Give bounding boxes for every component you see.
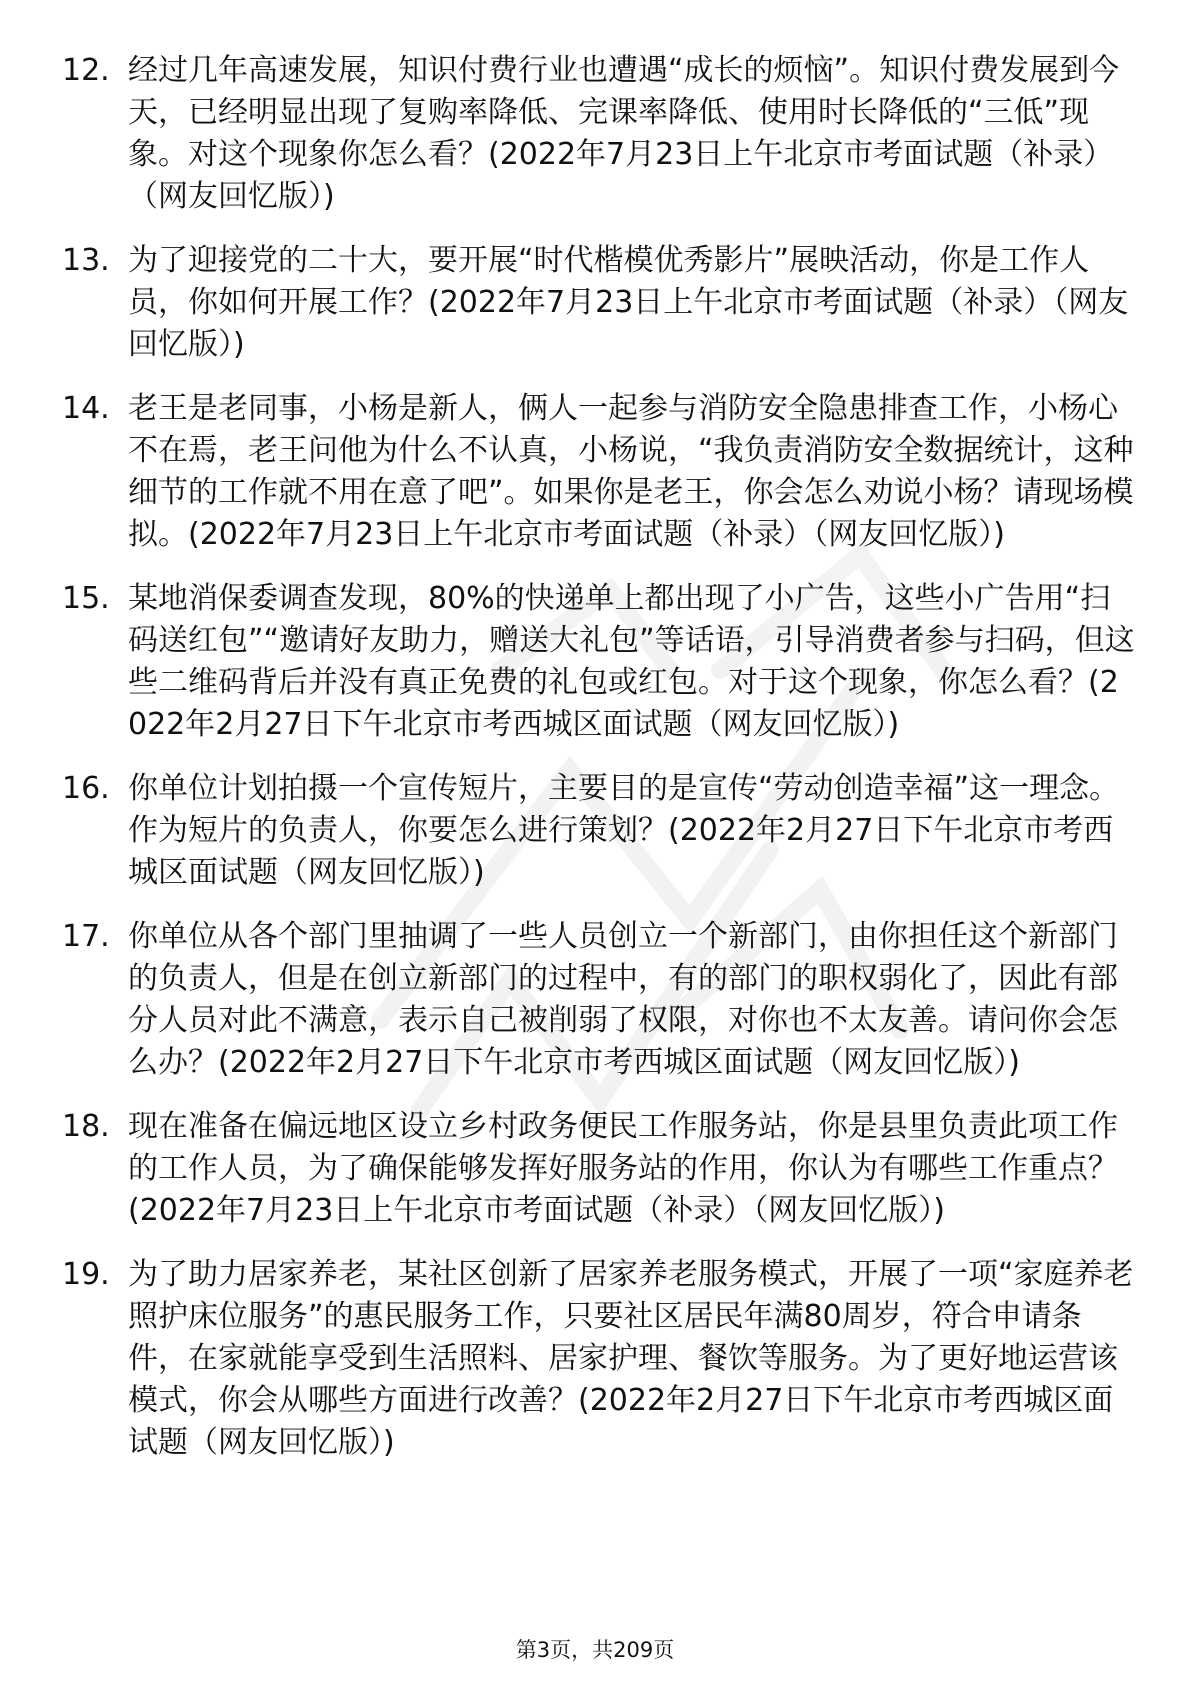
question-number: 12.	[62, 53, 110, 88]
question-item-15	[62, 578, 1137, 746]
question-number: 18.	[62, 1109, 110, 1144]
question-item-17	[62, 916, 1137, 1084]
question-number: 16.	[62, 771, 110, 806]
question-text: 你单位从各个部门里抽调了一些人员创立一个新部门，由你担任这个新部门的负责人，但是在创立新部门的过程中，有的部门的职权弱化了，因此有部分人员对此不满意，表示自己被削弱了权限，对你也不太友善。请问你会怎么办？(2022年2月27日下午北京市考西城区面试题（网友回忆版）)	[128, 919, 1118, 1080]
question-item-16	[62, 768, 1137, 894]
question-text: 某地消保委调查发现，80%的快递单上都出现了小广告，这些小广告用“扫码送红包”“邀请好友助力，赠送大礼包”等话语，引导消费者参与扫码，但这些二维码背后并没有真正免费的礼包或红包。对于这个现象，你怎么看？(2022年2月27日下午北京市考西城区面试题（网友回忆版）)	[128, 581, 1135, 742]
question-item-14	[62, 388, 1137, 556]
question-item-19	[62, 1254, 1137, 1464]
question-text: 你单位计划拍摄一个宣传短片，主要目的是宣传“劳动创造幸福”这一理念。作为短片的负责人，你要怎么进行策划？(2022年2月27日下午北京市考西城区面试题（网友回忆版）)	[128, 771, 1120, 890]
question-item-13	[62, 240, 1137, 366]
question-item-18	[62, 1106, 1137, 1232]
page-footer	[0, 1636, 1190, 1664]
question-list	[62, 50, 1137, 1486]
question-number: 15.	[62, 581, 110, 616]
question-number: 17.	[62, 919, 110, 954]
question-text: 为了助力居家养老，某社区创新了居家养老服务模式，开展了一项“家庭养老照护床位服务”的惠民服务工作，只要社区居民年满80周岁，符合申请条件，在家就能享受到生活照料、居家护理、餐饮等服务。为了更好地运营该模式，你会从哪些方面进行改善？(2022年2月27日下午北京市考西城区面试题（网友回忆版）)	[128, 1257, 1134, 1460]
page-number: 第3页，共209页	[515, 1638, 675, 1662]
question-text: 老王是老同事，小杨是新人，俩人一起参与消防安全隐患排查工作，小杨心不在焉，老王问他为什么不认真，小杨说，“我负责消防安全数据统计，这种细节的工作就不用在意了吧”。如果你是老王，你会怎么劝说小杨？请现场模拟。(2022年7月23日上午北京市考面试题（补录）（网友回忆版）)	[128, 391, 1134, 552]
question-item-12	[62, 50, 1137, 218]
question-text: 为了迎接党的二十大，要开展“时代楷模优秀影片”展映活动，你是工作人员，你如何开展工作？(2022年7月23日上午北京市考面试题（补录）（网友回忆版）)	[128, 243, 1129, 362]
question-number: 14.	[62, 391, 110, 426]
question-number: 13.	[62, 243, 110, 278]
question-text: 现在准备在偏远地区设立乡村政务便民工作服务站，你是县里负责此项工作的工作人员，为了确保能够发挥好服务站的作用，你认为有哪些工作重点？(2022年7月23日上午北京市考面试题（补录）（网友回忆版）)	[128, 1109, 1118, 1228]
question-text: 经过几年高速发展，知识付费行业也遭遇“成长的烦恼”。知识付费发展到今天，已经明显出现了复购率降低、完课率降低、使用时长降低的“三低”现象。对这个现象你怎么看？(2022年7月23日上午北京市考面试题（补录）（网友回忆版）)	[128, 53, 1120, 214]
question-number: 19.	[62, 1257, 110, 1292]
